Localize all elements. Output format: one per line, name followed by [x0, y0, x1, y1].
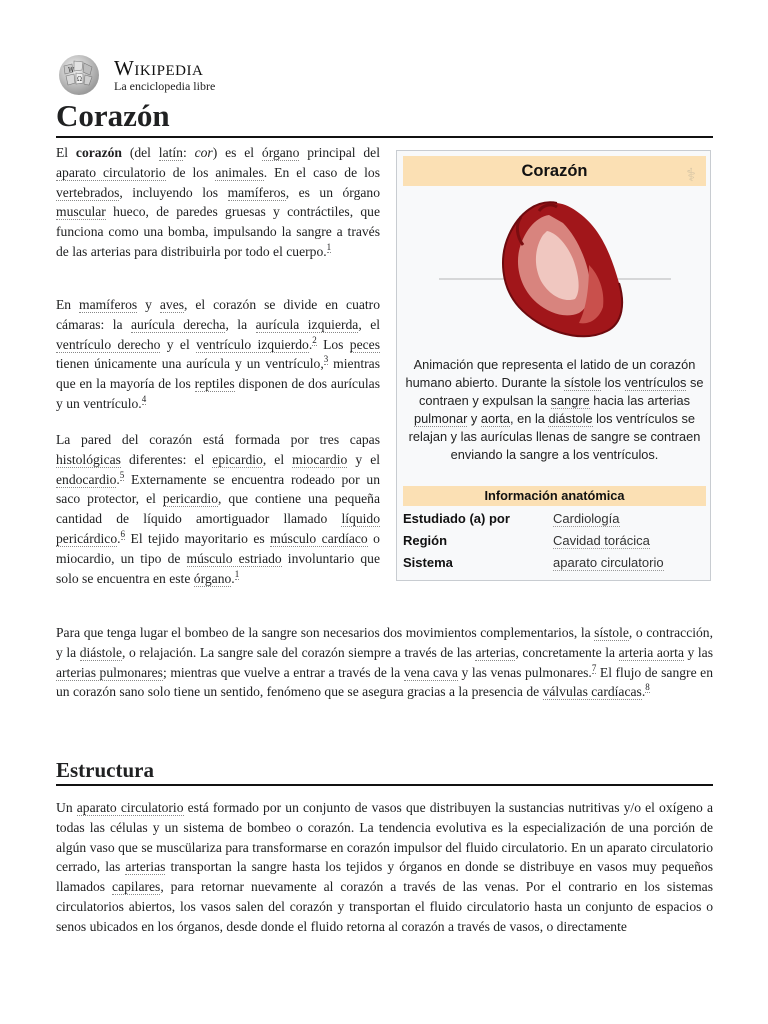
link-latin[interactable]: latín [158, 145, 183, 160]
link-organo-2[interactable]: órgano [193, 570, 232, 586]
wikipedia-globe-icon [56, 54, 102, 96]
link-organo[interactable]: órgano [261, 145, 300, 160]
ref-2[interactable]: 2 [312, 334, 317, 345]
svg-text:Ω: Ω [77, 76, 82, 83]
link-musculo-estriado[interactable]: músculo estriado [186, 550, 282, 566]
term-corazon: corazón [75, 145, 122, 160]
page-title: Corazón [56, 96, 713, 138]
svg-text:W: W [68, 67, 75, 74]
link-ventriculo-derecho[interactable]: ventrículo derecho [56, 336, 161, 352]
caduceus-icon: ⚕ [686, 165, 696, 185]
link-mamiferos-2[interactable]: mamíferos [79, 297, 138, 312]
infobox-title: Corazón ⚕ [403, 156, 706, 186]
link-arteria-aorta[interactable]: arteria aorta [618, 644, 684, 660]
link-aparato-circulatorio-2[interactable]: aparato circulatorio [76, 800, 184, 815]
link-aparato-circulatorio[interactable]: aparato circulatorio [56, 164, 166, 180]
link-auricula-derecha[interactable]: aurícula derecha [131, 316, 226, 332]
caption-link-diastole[interactable]: diástole [548, 411, 593, 426]
ref-1b[interactable]: 1 [234, 568, 240, 579]
ref-1[interactable]: 1 [326, 241, 332, 252]
link-miocardio[interactable]: miocardio [292, 451, 348, 467]
link-diastole[interactable]: diástole [79, 644, 123, 660]
link-peces[interactable]: peces [349, 336, 380, 352]
link-mamiferos[interactable]: mamíferos [227, 184, 286, 200]
link-vertebrados[interactable]: vertebrados [56, 184, 120, 200]
link-arterias-pulmonares[interactable]: arterias pulmonares [56, 664, 163, 680]
link-musculo-cardiaco[interactable]: músculo cardíaco [270, 530, 368, 546]
infobox-row-label: Estudiado (a) por [403, 511, 510, 526]
link-animales[interactable]: animales [215, 164, 264, 180]
infobox-row [403, 533, 706, 553]
link-valvulas-cardiacas[interactable]: válvulas cardíacas [542, 684, 642, 700]
link-liquido-pericardico[interactable]: líquido pericárdico [56, 511, 380, 546]
link-reptiles[interactable]: reptiles [194, 376, 235, 392]
caption-link-sangre[interactable]: sangre [550, 393, 590, 408]
heart-animation-image[interactable] [439, 195, 671, 365]
caption-link-sistole[interactable]: sístole [564, 375, 602, 390]
site-wordmark: Wikipedia [114, 56, 204, 80]
site-tagline: La enciclopedia libre [114, 79, 216, 93]
link-aves[interactable]: aves [159, 297, 185, 312]
link-sistole[interactable]: sístole [594, 625, 629, 640]
link-endocardio[interactable]: endocardio [56, 471, 117, 487]
infobox-subheader: Información anatómica [403, 486, 706, 506]
intro-paragraph-2: En mamíferos y aves, el corazón se divide en cuatro cámaras: la aurícula derecha, la aurícula izquierda, el ventrículo derecho y el ventrículo izquierdo.$^2$ Los peces tienen únicamente una aurícula y un ventrículo,$^3$ mientras que en la mayoría de los reptiles disponen de dos aurículas y un ventrículo.$^4$ [56, 297, 381, 411]
intro-paragraph-4: Para que tenga lugar el bombeo de la sangre son necesarios dos movimientos complementarios, la sístole, o contracción, y la diástole, o relajación. La sangre sale del corazón siempre a través de las arterias, concretamente la arteria aorta y las arterias pulmonares; mientras que vuelve a entrar a través de la vena cava y las venas pulmonares.$^7$ El flujo de sangre en un corazón sano solo tiene un sentido, fenómeno que se asegura gracias a la presencia de válvulas cardíacas.$^8$ [56, 625, 714, 700]
infobox-row-label: Región [403, 533, 448, 548]
ref-4[interactable]: 4 [141, 393, 147, 404]
caption-link-pulmonar[interactable]: pulmonar [414, 411, 468, 426]
link-auricula-izquierda[interactable]: aurícula izquierda [255, 316, 359, 332]
estructura-paragraph-1: Un aparato circulatorio está formado por un conjunto de vasos que distribuyen la sustancias nutritivas y/o el oxígeno a todas las células y un sistema de bombeo o corazón. La tendencia evolutiva es la especialización de una porción de algún vaso que se muscülariza para transformarse en corazón impulsor del fluido circulatorio. En un aparato circulatorio cerrado, las arterias transportan la sangre hasta los tejidos y órganos en donde se distribuye en vasos muy pequeños llamados capilares, para retornar nuevamente al corazón a través de las venas. Por el contrario en los sistemas circulatorios abiertos, los vasos salen del corazón y transportan el fluido circulatorio hasta un conjunto de espacios o senos ubicados en los órganos, desde donde el fluido retorna al corazón a través de vasos, o directamente [56, 800, 713, 934]
infobox [396, 150, 711, 581]
link-vena-cava[interactable]: vena cava [403, 664, 458, 680]
infobox-row-value-link[interactable]: aparato circulatorio [553, 555, 664, 570]
infobox-row-value-link[interactable]: Cardiología [553, 511, 620, 526]
ref-8[interactable]: 8 [645, 682, 650, 693]
link-ventriculo-izquierdo[interactable]: ventrículo izquierdo [196, 336, 309, 352]
link-pericardio[interactable]: pericardio [162, 491, 218, 507]
ref-3[interactable]: 3 [323, 354, 329, 365]
caption-link-aorta[interactable]: aorta [480, 411, 511, 426]
link-arterias[interactable]: arterias [475, 644, 516, 660]
ref-5[interactable]: 5 [119, 469, 125, 480]
infobox-row [403, 511, 706, 531]
infobox-row-value-link[interactable]: Cavidad torácica [553, 533, 650, 548]
link-arterias-2[interactable]: arterias [125, 859, 166, 875]
intro-paragraph-3: La pared del corazón está formada por tres capas histológicas diferentes: el epicardio, el miocardio y el endocardio.$^5$ Externamente se encuentra rodeado por un saco protector, el pericardio, que contiene una pequeña cantidad de líquido amortiguador llamado líquido pericárdico.$^6$ El tejido mayoritario es músculo cardíaco o miocardio, un tipo de músculo estriado involuntario que solo se encuentra en este órgano.$^1$ [56, 432, 381, 586]
link-capilares[interactable]: capilares [112, 879, 161, 895]
wikipedia-logo[interactable] [56, 52, 296, 98]
infobox-caption: Animación que representa el latido de un corazón humano abierto. Durante la sístole los ventrículos se contraen y expulsan la sangre hacia las arterias pulmonar y aorta, en la diástole los ventrículos se relajan y las aurículas llenas de sangre se contraen enviando la sangre a los ventrículos. [405, 357, 704, 462]
intro-paragraph-1: El corazón (del latín: cor) es el órgano principal del aparato circulatorio de los animales. En el caso de los vertebrados, incluyendo los mamíferos, es un órgano muscular hueco, de paredes gruesas y contráctiles, que funciona como una bomba, impulsando la sangre a través de las arterias para distribuirla por todo el cuerpo.$^1$ [56, 145, 380, 259]
section-heading-estructura: Estructura [56, 756, 713, 786]
ref-6[interactable]: 6 [120, 528, 126, 539]
caption-link-ventriculos[interactable]: ventrículos [624, 375, 687, 390]
infobox-row-label: Sistema [403, 555, 453, 570]
ref-7[interactable]: 7 [591, 662, 597, 673]
link-muscular[interactable]: muscular [56, 204, 106, 220]
infobox-row [403, 555, 706, 575]
link-histologicas[interactable]: histológicas [56, 451, 121, 467]
link-epicardio[interactable]: epicardio [212, 451, 263, 467]
